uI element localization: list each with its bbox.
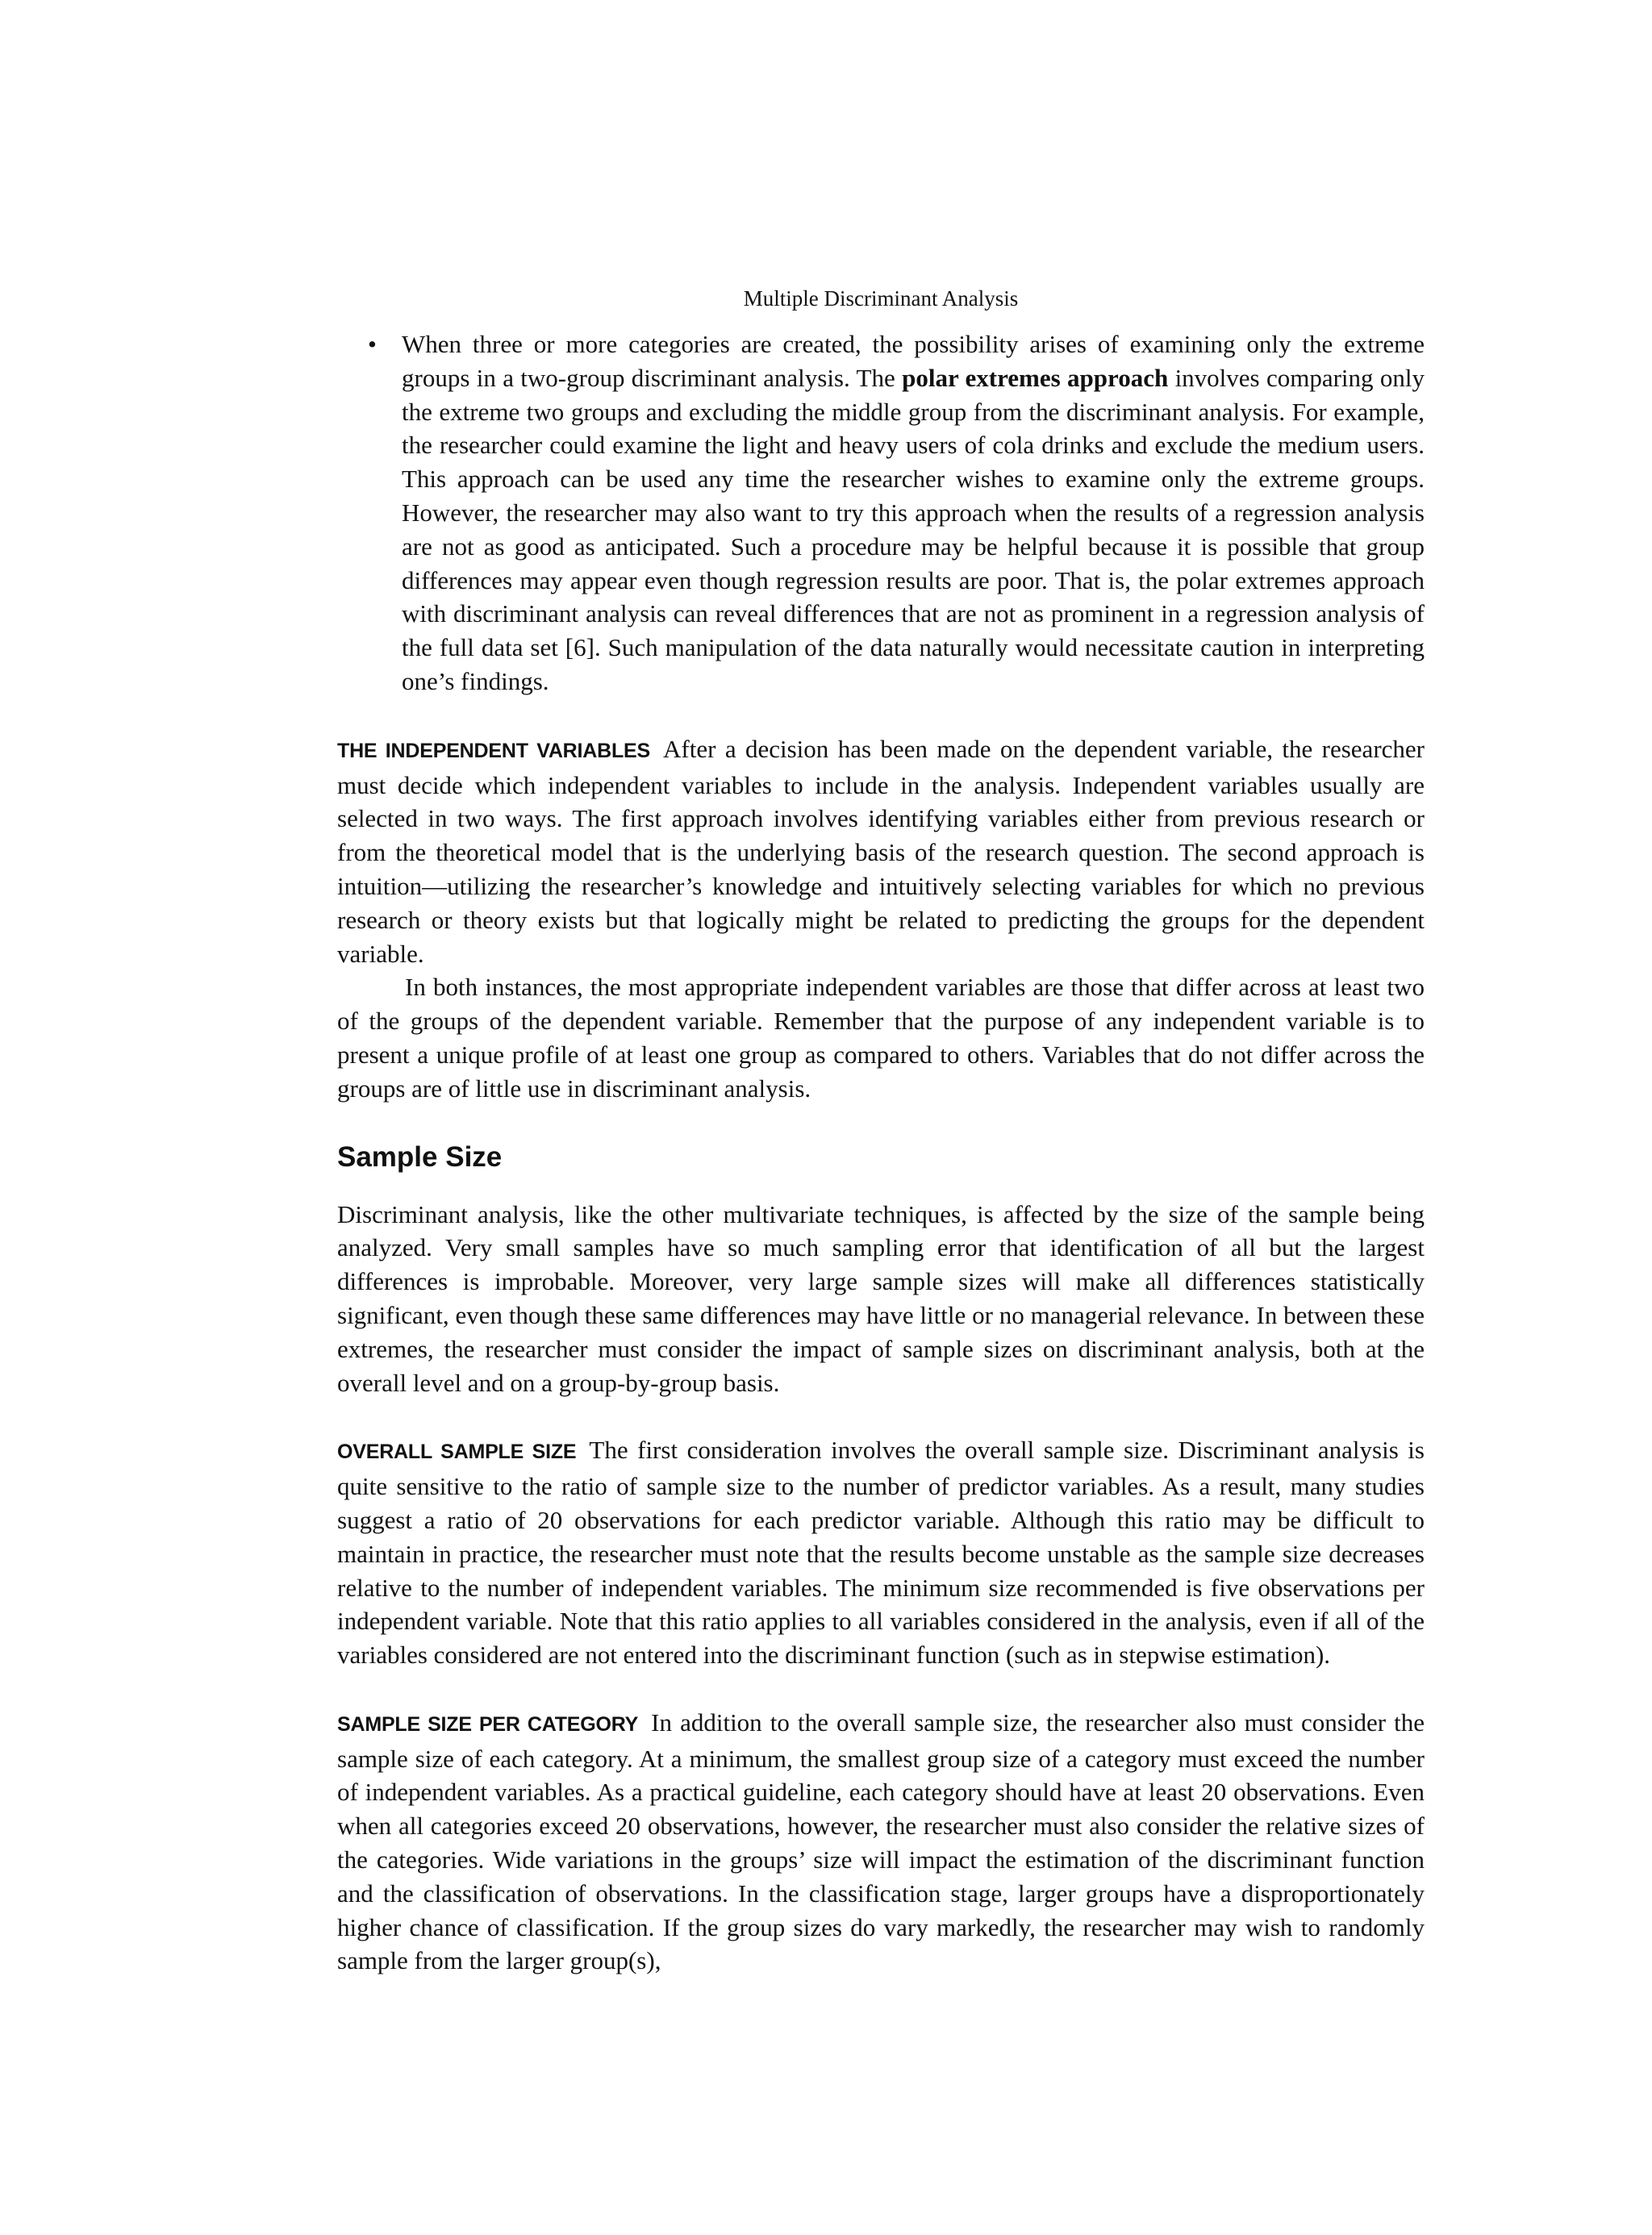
sample-size-per-category-text: In addition to the overall sample size, the researcher also must consider the sample size of each category. At a minimum, the smallest group size of a category must exceed the number of independent variables. As a practical guideline, each category should have at least 20 observations. Even when all categories exceed 20 observations, however, the researcher must also consider the relative sizes of the categories. Wide variations in the groups’ size will impact the estimation of the discriminant function and the classification of observations. In the classification stage, larger groups have a disproportionately higher chance of classification. If the group sizes do vary markedly, the researcher may wish to randomly sample from the larger group(s),	[337, 1708, 1425, 1975]
run-in-heading-overall-sample-size: OVERALL SAMPLE SIZE	[337, 1441, 577, 1464]
bullet-item-polar-extremes	[337, 327, 1425, 698]
running-head: Multiple Discriminant Analysis	[743, 286, 1019, 311]
bullet-paragraph	[402, 327, 1425, 698]
run-in-heading-sample-size-per-category: SAMPLE SIZE PER CATEGORY	[337, 1712, 639, 1736]
independent-variables-paragraph-1	[337, 732, 1425, 971]
sample-size-per-category-paragraph	[337, 1706, 1425, 1978]
bullet-text-after: involves comparing only the extreme two groups and excluding the middle group from the discriminant analysis. For example, the researcher could examine the light and heavy users of cola drinks and exclude the medium users. This approach can be used any time the researcher wishes to examine only the extreme groups. However, the researcher may also want to try this approach when the results of a regression analysis are not as good as anticipated. Such a procedure may be helpful because it is possible that group differences may appear even though regression results are poor. That is, the polar extremes approach with discriminant analysis can reveal differences that are not as prominent in a regression analysis of the full data set [6]. Such manipulation of the data naturally would necessitate caution in interpreting one’s findings.	[402, 363, 1425, 695]
section-heading-sample-size: Sample Size	[337, 1140, 503, 1173]
bullet-text-before: When three or more categories are created, the possibility arises of examining only the extreme groups in a two-group discriminant analysis. The	[402, 330, 1425, 392]
overall-sample-size-text: The first consideration involves the overall sample size. Discriminant analysis is quite sensitive to the ratio of sample size to the number of predictor variables. As a result, many studies suggest a ratio of 20 observations for each predictor variable. Although this ratio may be difficult to maintain in practice, the researcher must note that the results become unstable as the sample size decreases relative to the number of independent variables. The minimum size recommended is five observations per independent variable. Note that this ratio applies to all variables considered in the analysis, even if all of the variables considered are not entered into the discriminant function (such as in stepwise estimation).	[337, 1436, 1425, 1670]
section-sample-size-per-category	[337, 1706, 1425, 1978]
section-independent-variables	[337, 732, 1425, 1106]
bold-term-polar-extremes: polar extremes approach	[902, 363, 1169, 392]
sample-size-intro-paragraph: Discriminant analysis, like the other multivariate techniques, is affected by the size of the sample being analyzed. Very small samples have so much sampling error that identification of all but the largest differences is improbable. Moreover, very large sample sizes will make all differences statistically significant, even though these same differences may have little or no managerial relevance. In between these extremes, the researcher must consider the impact of sample sizes on discriminant analysis, both at the overall level and on a group-by-group basis.	[337, 1199, 1425, 1397]
overall-sample-size-paragraph	[337, 1433, 1425, 1672]
section-overall-sample-size	[337, 1433, 1425, 1672]
independent-variables-text-1: After a decision has been made on the dependent variable, the researcher must decide which independent variables to include in the analysis. Independent variables usually are selected in two ways. The first approach involves identifying variables either from previous research or from the theoretical model that is the underlying basis of the research question. The second approach is intuition—utilizing the researcher’s knowledge and intuitively selecting variables for which no previous research or theory exists but that logically might be related to predicting the groups for the dependent variable.	[337, 734, 1425, 968]
section-sample-size-intro	[337, 1198, 1425, 1400]
document-page	[337, 284, 1425, 2012]
bullet-dot-icon: •	[368, 330, 377, 358]
run-in-heading-independent-variables: THE INDEPENDENT VARIABLES	[337, 739, 650, 762]
independent-variables-paragraph-2: In both instances, the most appropriate independent variables are those that differ across at least two of the groups of the dependent variable. Remember that the purpose of any independent variable is to present a unique profile of at least one group as compared to others. Variables that do not differ across the groups are of little use in discriminant analysis.	[337, 973, 1425, 1103]
